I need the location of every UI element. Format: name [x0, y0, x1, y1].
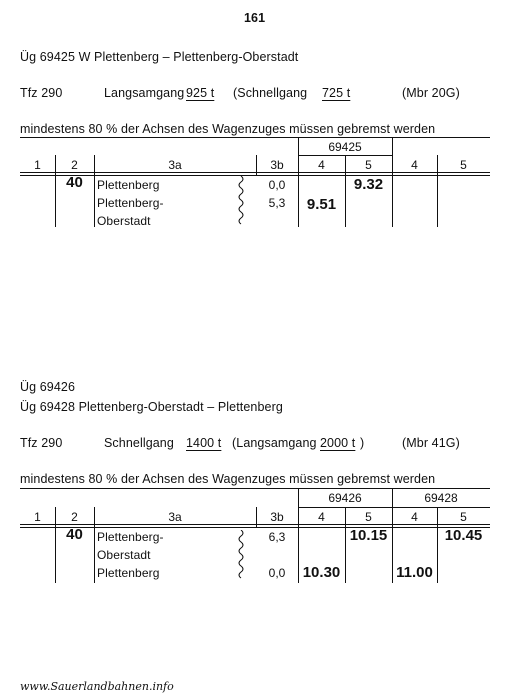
- col-header-4b: 4: [411, 510, 418, 524]
- col-header-4: 4: [318, 510, 325, 524]
- departure-time: 9.32: [353, 176, 384, 193]
- wavy-line-icon: [234, 176, 248, 228]
- brake-note: mindestens 80 % der Achsen des Wagenzuges müssen gebremst werden: [20, 472, 436, 486]
- departure-time-69428: 10.45: [444, 527, 483, 544]
- page-number: 161: [244, 11, 266, 25]
- group-header-69426: 69426: [328, 491, 362, 505]
- col-header-4b: 4: [411, 158, 418, 172]
- arrival-time-69428: 11.00: [396, 564, 433, 581]
- km-value: 6,3: [268, 530, 286, 544]
- col2-value: 40: [66, 174, 83, 191]
- load-mode-2-value: 725 t: [322, 86, 351, 100]
- km-value: 5,3: [268, 196, 286, 210]
- col-header-2: 2: [71, 158, 78, 172]
- load-mode-1-value: 1400 t: [186, 436, 222, 450]
- train-title-1: Üg 69426: [20, 380, 76, 394]
- col2-value: 40: [66, 526, 83, 543]
- tfz-label: Tfz 290: [20, 86, 63, 100]
- load-mode-2-label: (Schnellgang: [233, 86, 308, 100]
- col-header-1: 1: [34, 158, 41, 172]
- load-mode-2-close: ): [360, 436, 365, 450]
- col-header-5: 5: [365, 158, 372, 172]
- arrival-time: 9.51: [306, 196, 337, 213]
- col-header-3a: 3a: [168, 158, 182, 172]
- departure-time-69426: 10.15: [349, 527, 388, 544]
- col-header-2: 2: [71, 510, 78, 524]
- load-mode-1-label: Langsamgang: [104, 86, 185, 100]
- col-header-3b: 3b: [270, 158, 284, 172]
- col-header-5b: 5: [460, 510, 467, 524]
- km-value: 0,0: [268, 566, 286, 580]
- col-header-4: 4: [318, 158, 325, 172]
- brake-class: (Mbr 20G): [402, 86, 460, 100]
- wavy-line-icon: [234, 530, 248, 582]
- train-title-2: Üg 69428 Plettenberg-Oberstadt – Plettenberg: [20, 400, 283, 414]
- km-value: 0,0: [268, 178, 286, 192]
- group-header-69428: 69428: [424, 491, 458, 505]
- brake-class: (Mbr 41G): [402, 436, 460, 450]
- col-header-3a: 3a: [168, 510, 182, 524]
- load-mode-2-label: (Langsamgang: [232, 436, 317, 450]
- load-mode-1-value: 925 t: [186, 86, 215, 100]
- col-header-1: 1: [34, 510, 41, 524]
- footer-url: www.Sauerlandbahnen.info: [20, 680, 174, 693]
- station-name: Plettenberg-: [97, 196, 164, 210]
- col-header-3b: 3b: [270, 510, 284, 524]
- station-name: Oberstadt: [97, 214, 151, 228]
- group-header-69425: 69425: [328, 140, 362, 154]
- station-name: Plettenberg: [97, 566, 160, 580]
- load-mode-1-label: Schnellgang: [104, 436, 174, 450]
- brake-note: mindestens 80 % der Achsen des Wagenzuges müssen gebremst werden: [20, 122, 436, 136]
- arrival-time-69426: 10.30: [302, 564, 341, 581]
- station-name: Oberstadt: [97, 548, 151, 562]
- tfz-label: Tfz 290: [20, 436, 63, 450]
- col-header-5: 5: [365, 510, 372, 524]
- col-header-5b: 5: [460, 158, 467, 172]
- train-title: Üg 69425 W Plettenberg – Plettenberg-Oberstadt: [20, 50, 299, 64]
- load-mode-2-value: 2000 t: [320, 436, 356, 450]
- station-name: Plettenberg-: [97, 530, 164, 544]
- station-name: Plettenberg: [97, 178, 160, 192]
